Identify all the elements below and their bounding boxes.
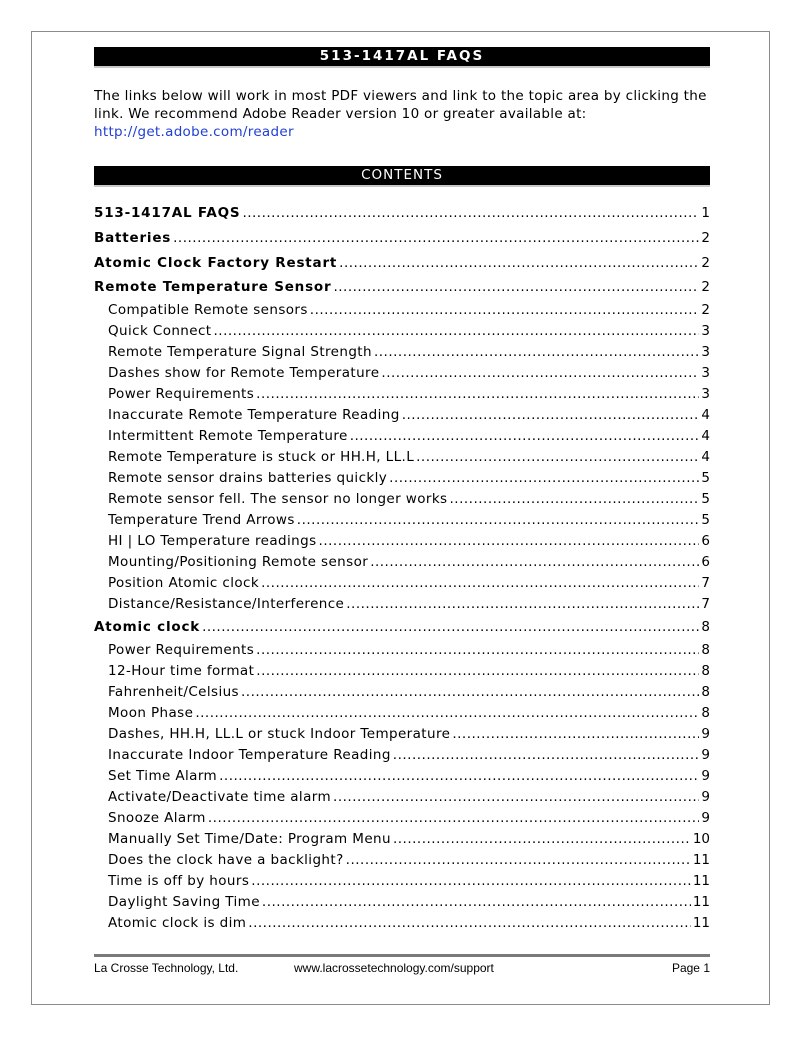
toc-page-number: 9 bbox=[701, 788, 710, 805]
toc-page-number: 10 bbox=[692, 830, 710, 847]
toc-subsection-link[interactable] bbox=[94, 531, 710, 552]
toc-subsection-link[interactable] bbox=[94, 552, 710, 573]
footer-url[interactable]: www.lacrossetechnology.com/support bbox=[294, 961, 494, 975]
toc-page-number: 5 bbox=[701, 470, 710, 487]
toc-subsection-link[interactable] bbox=[94, 447, 710, 468]
toc-page-number: 8 bbox=[701, 662, 710, 679]
toc-entry-title: Atomic Clock Factory Restart bbox=[94, 254, 338, 271]
toc-dot-leader bbox=[261, 573, 699, 594]
toc-entry-title: Atomic clock bbox=[94, 619, 201, 636]
toc-subsection-link[interactable] bbox=[94, 808, 710, 829]
toc-entry-title: Time is off by hours bbox=[108, 872, 250, 889]
toc-entry-title: Dashes show for Remote Temperature bbox=[108, 365, 380, 382]
toc-entry-title: Snooze Alarm bbox=[108, 809, 206, 826]
toc-entry-title: Activate/Deactivate time alarm bbox=[108, 788, 332, 805]
toc-entry-title: Dashes, HH.H, LL.L or stuck Indoor Temperature bbox=[108, 725, 451, 742]
intro-paragraph bbox=[94, 87, 714, 141]
toc-page-number: 7 bbox=[701, 596, 710, 613]
document-page bbox=[31, 31, 770, 1005]
toc-dot-leader bbox=[297, 510, 700, 531]
toc-dot-leader bbox=[402, 405, 700, 426]
toc-dot-leader bbox=[251, 871, 691, 892]
toc-subsection-link[interactable] bbox=[94, 342, 710, 363]
footer-divider bbox=[94, 954, 710, 957]
toc-subsection-link[interactable] bbox=[94, 510, 710, 531]
toc-page-number: 4 bbox=[701, 407, 710, 424]
toc-page-number: 2 bbox=[701, 302, 710, 319]
toc-page-number: 7 bbox=[701, 575, 710, 592]
toc-dot-leader bbox=[256, 384, 699, 405]
toc-page-number: 9 bbox=[701, 809, 710, 826]
toc-entry-title: Power Requirements bbox=[108, 641, 255, 658]
footer-company: La Crosse Technology, Ltd. bbox=[94, 961, 239, 975]
toc-dot-leader bbox=[346, 594, 699, 615]
toc-page-number: 2 bbox=[701, 229, 710, 246]
toc-subsection-link[interactable] bbox=[94, 871, 710, 892]
toc-dot-leader bbox=[256, 640, 699, 661]
toc-subsection-link[interactable] bbox=[94, 405, 710, 426]
toc-page-number: 6 bbox=[701, 533, 710, 550]
toc-dot-leader bbox=[241, 682, 699, 703]
toc-subsection-link[interactable] bbox=[94, 363, 710, 384]
footer-page-number: Page 1 bbox=[671, 961, 710, 975]
toc-dot-leader bbox=[350, 426, 700, 447]
toc-dot-leader bbox=[393, 745, 700, 766]
toc-dot-leader bbox=[381, 363, 699, 384]
toc-entry-title: Remote sensor fell. The sensor no longer works bbox=[108, 491, 448, 508]
toc-section-link[interactable] bbox=[94, 226, 710, 251]
toc-dot-leader bbox=[333, 787, 699, 808]
toc-dot-leader bbox=[248, 913, 691, 934]
page-footer bbox=[94, 961, 710, 975]
toc-page-number: 8 bbox=[701, 704, 710, 721]
toc-entry-title: Distance/Resistance/Interference bbox=[108, 596, 345, 613]
toc-subsection-link[interactable] bbox=[94, 913, 710, 934]
toc-entry-title: 513-1417AL FAQS bbox=[94, 205, 241, 221]
toc-dot-leader bbox=[339, 251, 699, 276]
toc-entry-title: HI | LO Temperature readings bbox=[108, 533, 317, 550]
toc-subsection-link[interactable] bbox=[94, 682, 710, 703]
toc-page-number: 9 bbox=[701, 725, 710, 742]
toc-subsection-link[interactable] bbox=[94, 787, 710, 808]
toc-page-number: 9 bbox=[701, 767, 710, 784]
toc-page-number: 2 bbox=[701, 279, 710, 296]
toc-dot-leader bbox=[202, 615, 699, 640]
toc-entry-title: Temperature Trend Arrows bbox=[108, 512, 295, 529]
adobe-reader-link[interactable]: http://get.adobe.com/reader bbox=[94, 124, 294, 140]
toc-dot-leader bbox=[452, 724, 699, 745]
toc-entry-title: Manually Set Time/Date: Program Menu bbox=[108, 830, 391, 847]
toc-subsection-link[interactable] bbox=[94, 703, 710, 724]
document-title: 513-1417AL FAQS bbox=[94, 47, 710, 68]
intro-text: The links below will work in most PDF viewers and link to the topic area by clicking the link. We recommend Adobe Reader version 10 or greater available at: bbox=[94, 88, 707, 122]
toc-dot-leader bbox=[319, 531, 700, 552]
toc-entry-title: Remote sensor drains batteries quickly bbox=[108, 470, 388, 487]
toc-dot-leader bbox=[416, 447, 699, 468]
toc-page-number: 5 bbox=[701, 491, 710, 508]
toc-page-number: 4 bbox=[701, 428, 710, 445]
toc-entry-title: Inaccurate Indoor Temperature Reading bbox=[108, 746, 391, 763]
toc-section-link[interactable] bbox=[94, 615, 710, 640]
toc-dot-leader bbox=[449, 489, 699, 510]
toc-dot-leader bbox=[208, 808, 700, 829]
toc-page-number: 11 bbox=[692, 872, 710, 889]
toc-subsection-link[interactable] bbox=[94, 745, 710, 766]
toc-entry-title: Compatible Remote sensors bbox=[108, 302, 308, 319]
toc-page-number: 8 bbox=[701, 619, 710, 636]
toc-dot-leader bbox=[195, 703, 699, 724]
toc-entry-title: Remote Temperature Signal Strength bbox=[108, 344, 372, 361]
toc-subsection-link[interactable] bbox=[94, 594, 710, 615]
toc-entry-title: Atomic clock is dim bbox=[108, 914, 247, 931]
toc-page-number: 11 bbox=[692, 914, 710, 931]
toc-page-number: 3 bbox=[701, 386, 710, 403]
toc-entry-title: Position Atomic clock bbox=[108, 575, 260, 592]
toc-page-number: 11 bbox=[692, 851, 710, 868]
toc-dot-leader bbox=[219, 766, 699, 787]
toc-entry-title: Daylight Saving Time bbox=[108, 893, 260, 910]
toc-subsection-link[interactable] bbox=[94, 489, 710, 510]
toc-dot-leader bbox=[242, 201, 699, 226]
toc-page-number: 3 bbox=[701, 365, 710, 382]
toc-page-number: 1 bbox=[701, 205, 710, 221]
toc-dot-leader bbox=[346, 850, 691, 871]
toc-dot-leader bbox=[374, 342, 699, 363]
toc-subsection-link[interactable] bbox=[94, 850, 710, 871]
toc-entry-title: Moon Phase bbox=[108, 704, 194, 721]
toc-dot-leader bbox=[262, 892, 691, 913]
toc-page-number: 8 bbox=[701, 641, 710, 658]
toc-subsection-link[interactable] bbox=[94, 573, 710, 594]
toc-entry-title: Remote Temperature is stuck or HH.H, LL.L bbox=[108, 449, 415, 466]
toc-entry-title: Fahrenheit/Celsius bbox=[108, 683, 239, 700]
toc-subsection-link[interactable] bbox=[94, 661, 710, 682]
toc-entry-title: Intermittent Remote Temperature bbox=[108, 428, 348, 445]
toc-entry-title: Inaccurate Remote Temperature Reading bbox=[108, 407, 400, 424]
toc-page-number: 3 bbox=[701, 323, 710, 340]
toc-dot-leader bbox=[310, 300, 700, 321]
toc-subsection-link[interactable] bbox=[94, 766, 710, 787]
toc-entry-title: Remote Temperature Sensor bbox=[94, 279, 332, 296]
toc-dot-leader bbox=[213, 321, 699, 342]
toc-subsection-link[interactable] bbox=[94, 829, 710, 850]
toc-page-number: 8 bbox=[701, 683, 710, 700]
toc-section-link[interactable] bbox=[94, 251, 710, 276]
toc-dot-leader bbox=[333, 275, 699, 300]
toc-subsection-link[interactable] bbox=[94, 892, 710, 913]
toc-section-link[interactable] bbox=[94, 275, 710, 300]
table-of-contents bbox=[94, 201, 710, 934]
toc-page-number: 3 bbox=[701, 344, 710, 361]
toc-page-number: 5 bbox=[701, 512, 710, 529]
toc-subsection-link[interactable] bbox=[94, 724, 710, 745]
toc-entry-title: Set Time Alarm bbox=[108, 767, 218, 784]
toc-dot-leader bbox=[256, 661, 699, 682]
toc-entry-title: Power Requirements bbox=[108, 386, 255, 403]
toc-entry-title: Mounting/Positioning Remote sensor bbox=[108, 554, 369, 571]
toc-entry-title: Does the clock have a backlight? bbox=[108, 851, 344, 868]
toc-page-number: 2 bbox=[701, 254, 710, 271]
toc-section-link[interactable] bbox=[94, 201, 710, 226]
toc-subsection-link[interactable] bbox=[94, 640, 710, 661]
toc-dot-leader bbox=[370, 552, 699, 573]
toc-entry-title: Batteries bbox=[94, 229, 172, 246]
toc-subsection-link[interactable] bbox=[94, 384, 710, 405]
toc-entry-title: Quick Connect bbox=[108, 323, 212, 340]
toc-entry-title: 12-Hour time format bbox=[108, 662, 255, 679]
toc-dot-leader bbox=[173, 226, 699, 251]
contents-heading: CONTENTS bbox=[94, 166, 710, 187]
toc-subsection-link[interactable] bbox=[94, 468, 710, 489]
toc-page-number: 4 bbox=[701, 449, 710, 466]
toc-page-number: 9 bbox=[701, 746, 710, 763]
toc-page-number: 6 bbox=[701, 554, 710, 571]
toc-dot-leader bbox=[389, 468, 699, 489]
toc-subsection-link[interactable] bbox=[94, 321, 710, 342]
toc-dot-leader bbox=[393, 829, 691, 850]
toc-page-number: 11 bbox=[692, 893, 710, 910]
toc-subsection-link[interactable] bbox=[94, 426, 710, 447]
toc-subsection-link[interactable] bbox=[94, 300, 710, 321]
